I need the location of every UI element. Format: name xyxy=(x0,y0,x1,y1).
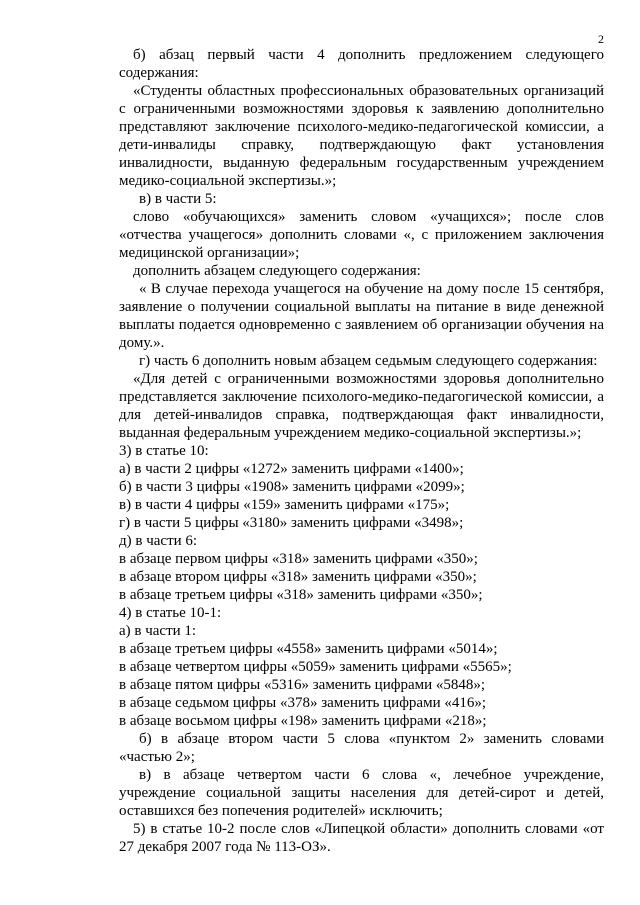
paragraph: в абзаце восьмом цифры «198» заменить цифрами «218»; xyxy=(119,713,487,729)
paragraph: дополнить абзацем следующего содержания: xyxy=(133,263,421,279)
paragraph: а) в части 1: xyxy=(119,623,197,639)
paragraph: б) в абзаце втором части 5 слова «пунктом 2» заменить словами «частью 2»; xyxy=(119,731,604,765)
paragraph: слово «обучающихся» заменить словом «учащихся»; после слов «отчества учащегося» дополнить словами «, с приложением заключения медицинской организации»; xyxy=(119,209,604,261)
paragraph: в абзаце четвертом цифры «5059» заменить цифрами «5565»; xyxy=(119,659,512,675)
paragraph: в абзаце седьмом цифры «378» заменить цифрами «416»; xyxy=(119,695,487,711)
paragraph: «Студенты областных профессиональных образовательных организаций с ограниченными возможностями здоровья к заявлению дополнительно представляют заключение психолого-медико-педагогической комиссии, а дети-инвалиды справку, подтверждающую факт установления инвалидности, выданную федеральным государственным учреждением медико-социальной экспертизы.»; xyxy=(119,83,604,189)
paragraph: г) в части 5 цифры «3180» заменить цифрами «3498»; xyxy=(119,515,464,531)
paragraph: д) в части 6: xyxy=(119,533,198,549)
paragraph: в абзаце пятом цифры «5316» заменить цифрами «5848»; xyxy=(119,677,486,693)
paragraph: в) в абзаце четвертом части 6 слова «, лечебное учреждение, учреждение социальной защиты населения для детей-сирот и детей, оставшихся без попечения родителей» исключить; xyxy=(119,767,604,819)
paragraph: в абзаце первом цифры «318» заменить цифрами «350»; xyxy=(119,551,478,567)
paragraph: в) в части 5: xyxy=(139,191,217,207)
paragraph: в абзаце третьем цифры «4558» заменить цифрами «5014»; xyxy=(119,641,498,657)
paragraph: 3) в статье 10: xyxy=(119,443,209,459)
paragraph: б) абзац первый части 4 дополнить предложением следующего содержания: xyxy=(119,47,604,81)
paragraph: « В случае перехода учащегося на обучение на дому после 15 сентября, заявление о получении социальной выплаты на питание в виде денежной выплаты подается одновременно с заявлением об организации обучения на дому.». xyxy=(119,281,604,351)
paragraph: «Для детей с ограниченными возможностями здоровья дополнительно представляется заключение психолого-медико-педагогической комиссии, а для детей-инвалидов справка, подтверждающая факт инвалидности, выданная федеральным учреждением медико-социальной экспертизы.»; xyxy=(119,371,604,441)
paragraph: в абзаце третьем цифры «318» заменить цифрами «350»; xyxy=(119,587,483,603)
paragraph: б) в части 3 цифры «1908» заменить цифрами «2099»; xyxy=(119,479,465,495)
paragraph: 4) в статье 10-1: xyxy=(119,605,222,621)
paragraph: в абзаце втором цифры «318» заменить цифрами «350»; xyxy=(119,569,477,585)
paragraph: 5) в статье 10-2 после слов «Липецкой области» дополнить словами «от 27 декабря 2007 года № 113-ОЗ». xyxy=(119,821,604,855)
page-number: 2 xyxy=(598,32,604,46)
paragraph: г) часть 6 дополнить новым абзацем седьмым следующего содержания: xyxy=(139,353,598,369)
paragraph: в) в части 4 цифры «159» заменить цифрами «175»; xyxy=(119,497,450,513)
document-body xyxy=(119,46,604,856)
paragraph: а) в части 2 цифры «1272» заменить цифрами «1400»; xyxy=(119,461,464,477)
